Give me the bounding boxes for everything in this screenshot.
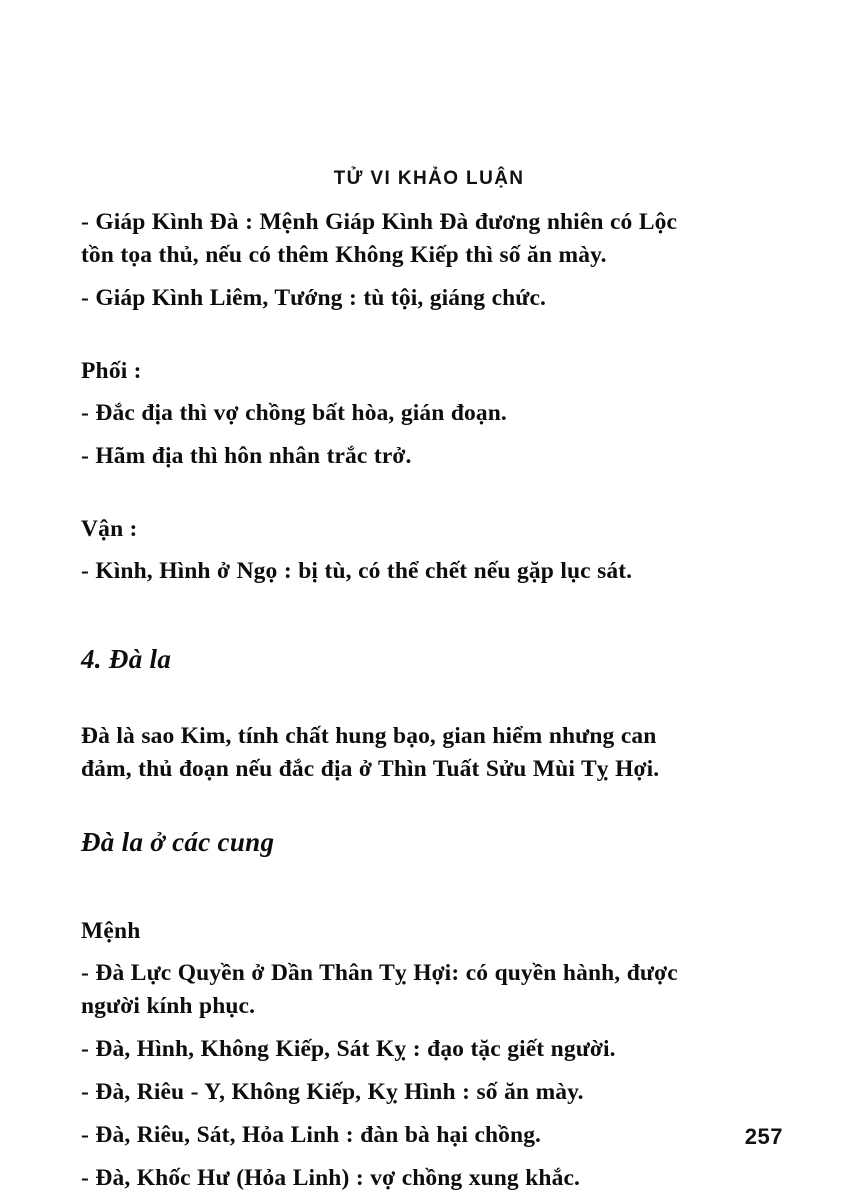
list-item: - Đà, Khốc Hư (Hỏa Linh) : vợ chồng xung khắc.: [81, 1165, 580, 1191]
spacer: [81, 795, 711, 825]
spacer: [81, 676, 711, 720]
list-item: - Giáp Kình Đà : Mệnh Giáp Kình Đà đương nhiên có Lộc tồn tọa thủ, nếu có thêm Không Kiếp thì số ăn mày.: [81, 209, 677, 268]
list-item: - Đắc địa thì vợ chồng bất hòa, gián đoạn.: [81, 400, 507, 426]
spacer: [81, 598, 711, 642]
list-item: - Đà, Riêu - Y, Không Kiếp, Kỵ Hình : số ăn mày.: [81, 1079, 584, 1105]
spacer: [81, 859, 711, 915]
list-item: - Đà Lực Quyền ở Dần Thân Tỵ Hợi: có quyền hành, được người kính phục.: [81, 960, 678, 1019]
subsection-heading-phoi: Phối :: [81, 358, 142, 384]
subsection-heading-van: Vận :: [81, 516, 138, 542]
running-head: TỬ VI KHẢO LUẬN: [333, 168, 525, 189]
subsection-heading-menh: Mệnh: [81, 918, 141, 944]
page-number: 257: [744, 1124, 783, 1149]
spacer: [81, 483, 711, 513]
list-item: - Đà, Hình, Không Kiếp, Sát Kỵ : đạo tặc giết người.: [81, 1036, 616, 1062]
section-paragraph: Đà là sao Kim, tính chất hung bạo, gian hiểm nhưng can đảm, thủ đoạn nếu đắc địa ở Thìn Tuất Sửu Mùi Tỵ Hợi.: [81, 723, 660, 782]
list-item: - Hãm địa thì hôn nhân trắc trở.: [81, 443, 412, 469]
list-item: - Kình, Hình ở Ngọ : bị tù, có thể chết nếu gặp lục sát.: [81, 558, 633, 584]
page-content: [81, 206, 711, 1200]
spacer: [81, 325, 711, 355]
list-item: - Đà, Riêu, Sát, Hỏa Linh : đàn bà hại chồng.: [81, 1122, 542, 1148]
list-item: - Giáp Kình Liêm, Tướng : tù tội, giáng chức.: [81, 285, 547, 311]
section-title: 4. Đà la: [81, 644, 172, 674]
section-subtitle: Đà la ở các cung: [81, 827, 275, 857]
